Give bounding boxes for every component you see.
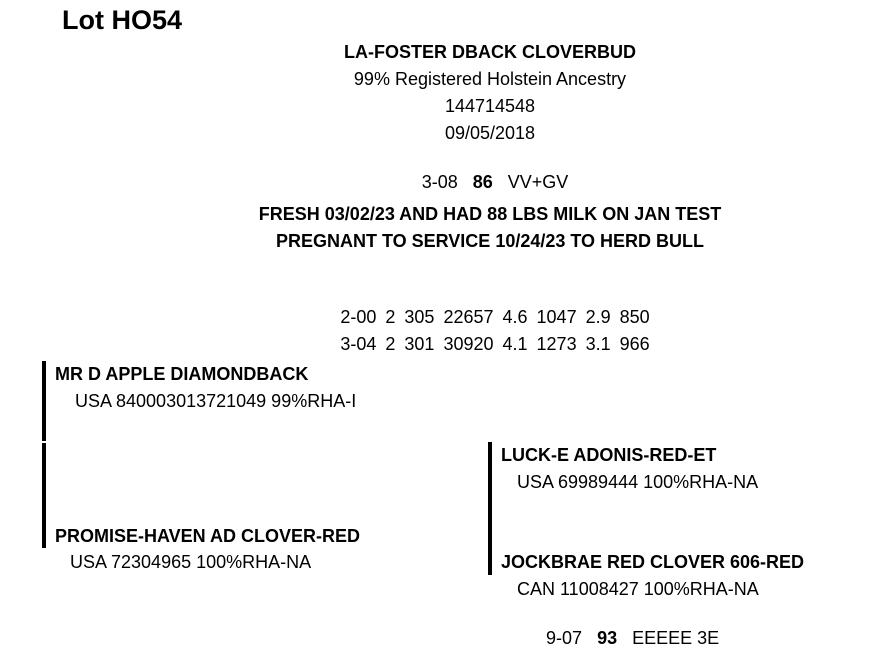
record-fat: 1273 <box>536 334 577 354</box>
production-record <box>240 311 740 355</box>
classification-score: 86 <box>472 172 493 192</box>
record-protein: 850 <box>619 307 650 327</box>
pedigree-line-dam-dam <box>488 550 492 575</box>
dam-sire-name: LUCK-E ADONIS-RED-ET <box>501 445 717 465</box>
classification <box>290 149 690 193</box>
classification-age: 3-08 <box>421 172 458 192</box>
note-fresh: FRESH 03/02/23 AND HAD 88 LBS MILK ON JAN TEST <box>258 204 722 224</box>
record-fat: 1047 <box>536 307 577 327</box>
dam-dam-name: JOCKBRAE RED CLOVER 606-RED <box>501 552 805 572</box>
classification-grade: VV+GV <box>507 172 569 192</box>
note-pregnant: PREGNANT TO SERVICE 10/24/23 TO HERD BULL <box>275 231 705 251</box>
birth-date: 09/05/2018 <box>444 123 536 143</box>
record-protein: 966 <box>619 334 650 354</box>
classification-age: 9-07 <box>546 628 583 648</box>
record-protein-pct: 2.9 <box>585 307 611 327</box>
record-fat-pct: 4.1 <box>502 334 528 354</box>
dam-sire-id: USA 69989444 100%RHA-NA <box>517 472 759 492</box>
registration-number: 144714548 <box>444 96 536 116</box>
dam-name: PROMISE-HAVEN AD CLOVER-RED <box>55 526 361 546</box>
animal-ancestry: 99% Registered Holstein Ancestry <box>353 69 627 89</box>
animal-name: LA-FOSTER DBACK CLOVERBUD <box>344 42 636 62</box>
record-days: 301 <box>404 334 435 354</box>
record-age: 2-00 <box>340 307 377 327</box>
pedigree-line-dam-sire <box>488 442 492 550</box>
record-protein-pct: 3.1 <box>585 334 611 354</box>
record-milk: 30920 <box>443 334 494 354</box>
record-milk: 22657 <box>443 307 494 327</box>
pedigree-line-sire <box>42 361 46 441</box>
lot-number: Lot HO54 <box>62 5 183 35</box>
sire-name: MR D APPLE DIAMONDBACK <box>55 364 309 384</box>
dam-id: USA 72304965 100%RHA-NA <box>70 552 312 572</box>
classification-score: 93 <box>597 628 618 648</box>
classification-grade: EEEEE 3E <box>632 628 720 648</box>
pedigree-line-dam <box>42 443 46 548</box>
record-fat-pct: 4.6 <box>502 307 528 327</box>
sire-id: USA 840003013721049 99%RHA-I <box>75 391 357 411</box>
record-days: 305 <box>404 307 435 327</box>
record-times: 2 <box>385 307 396 327</box>
record-age: 3-04 <box>340 334 377 354</box>
record-times: 2 <box>385 334 396 354</box>
dam-dam-id: CAN 11008427 100%RHA-NA <box>517 579 759 599</box>
dam-dam-classification <box>536 605 719 649</box>
